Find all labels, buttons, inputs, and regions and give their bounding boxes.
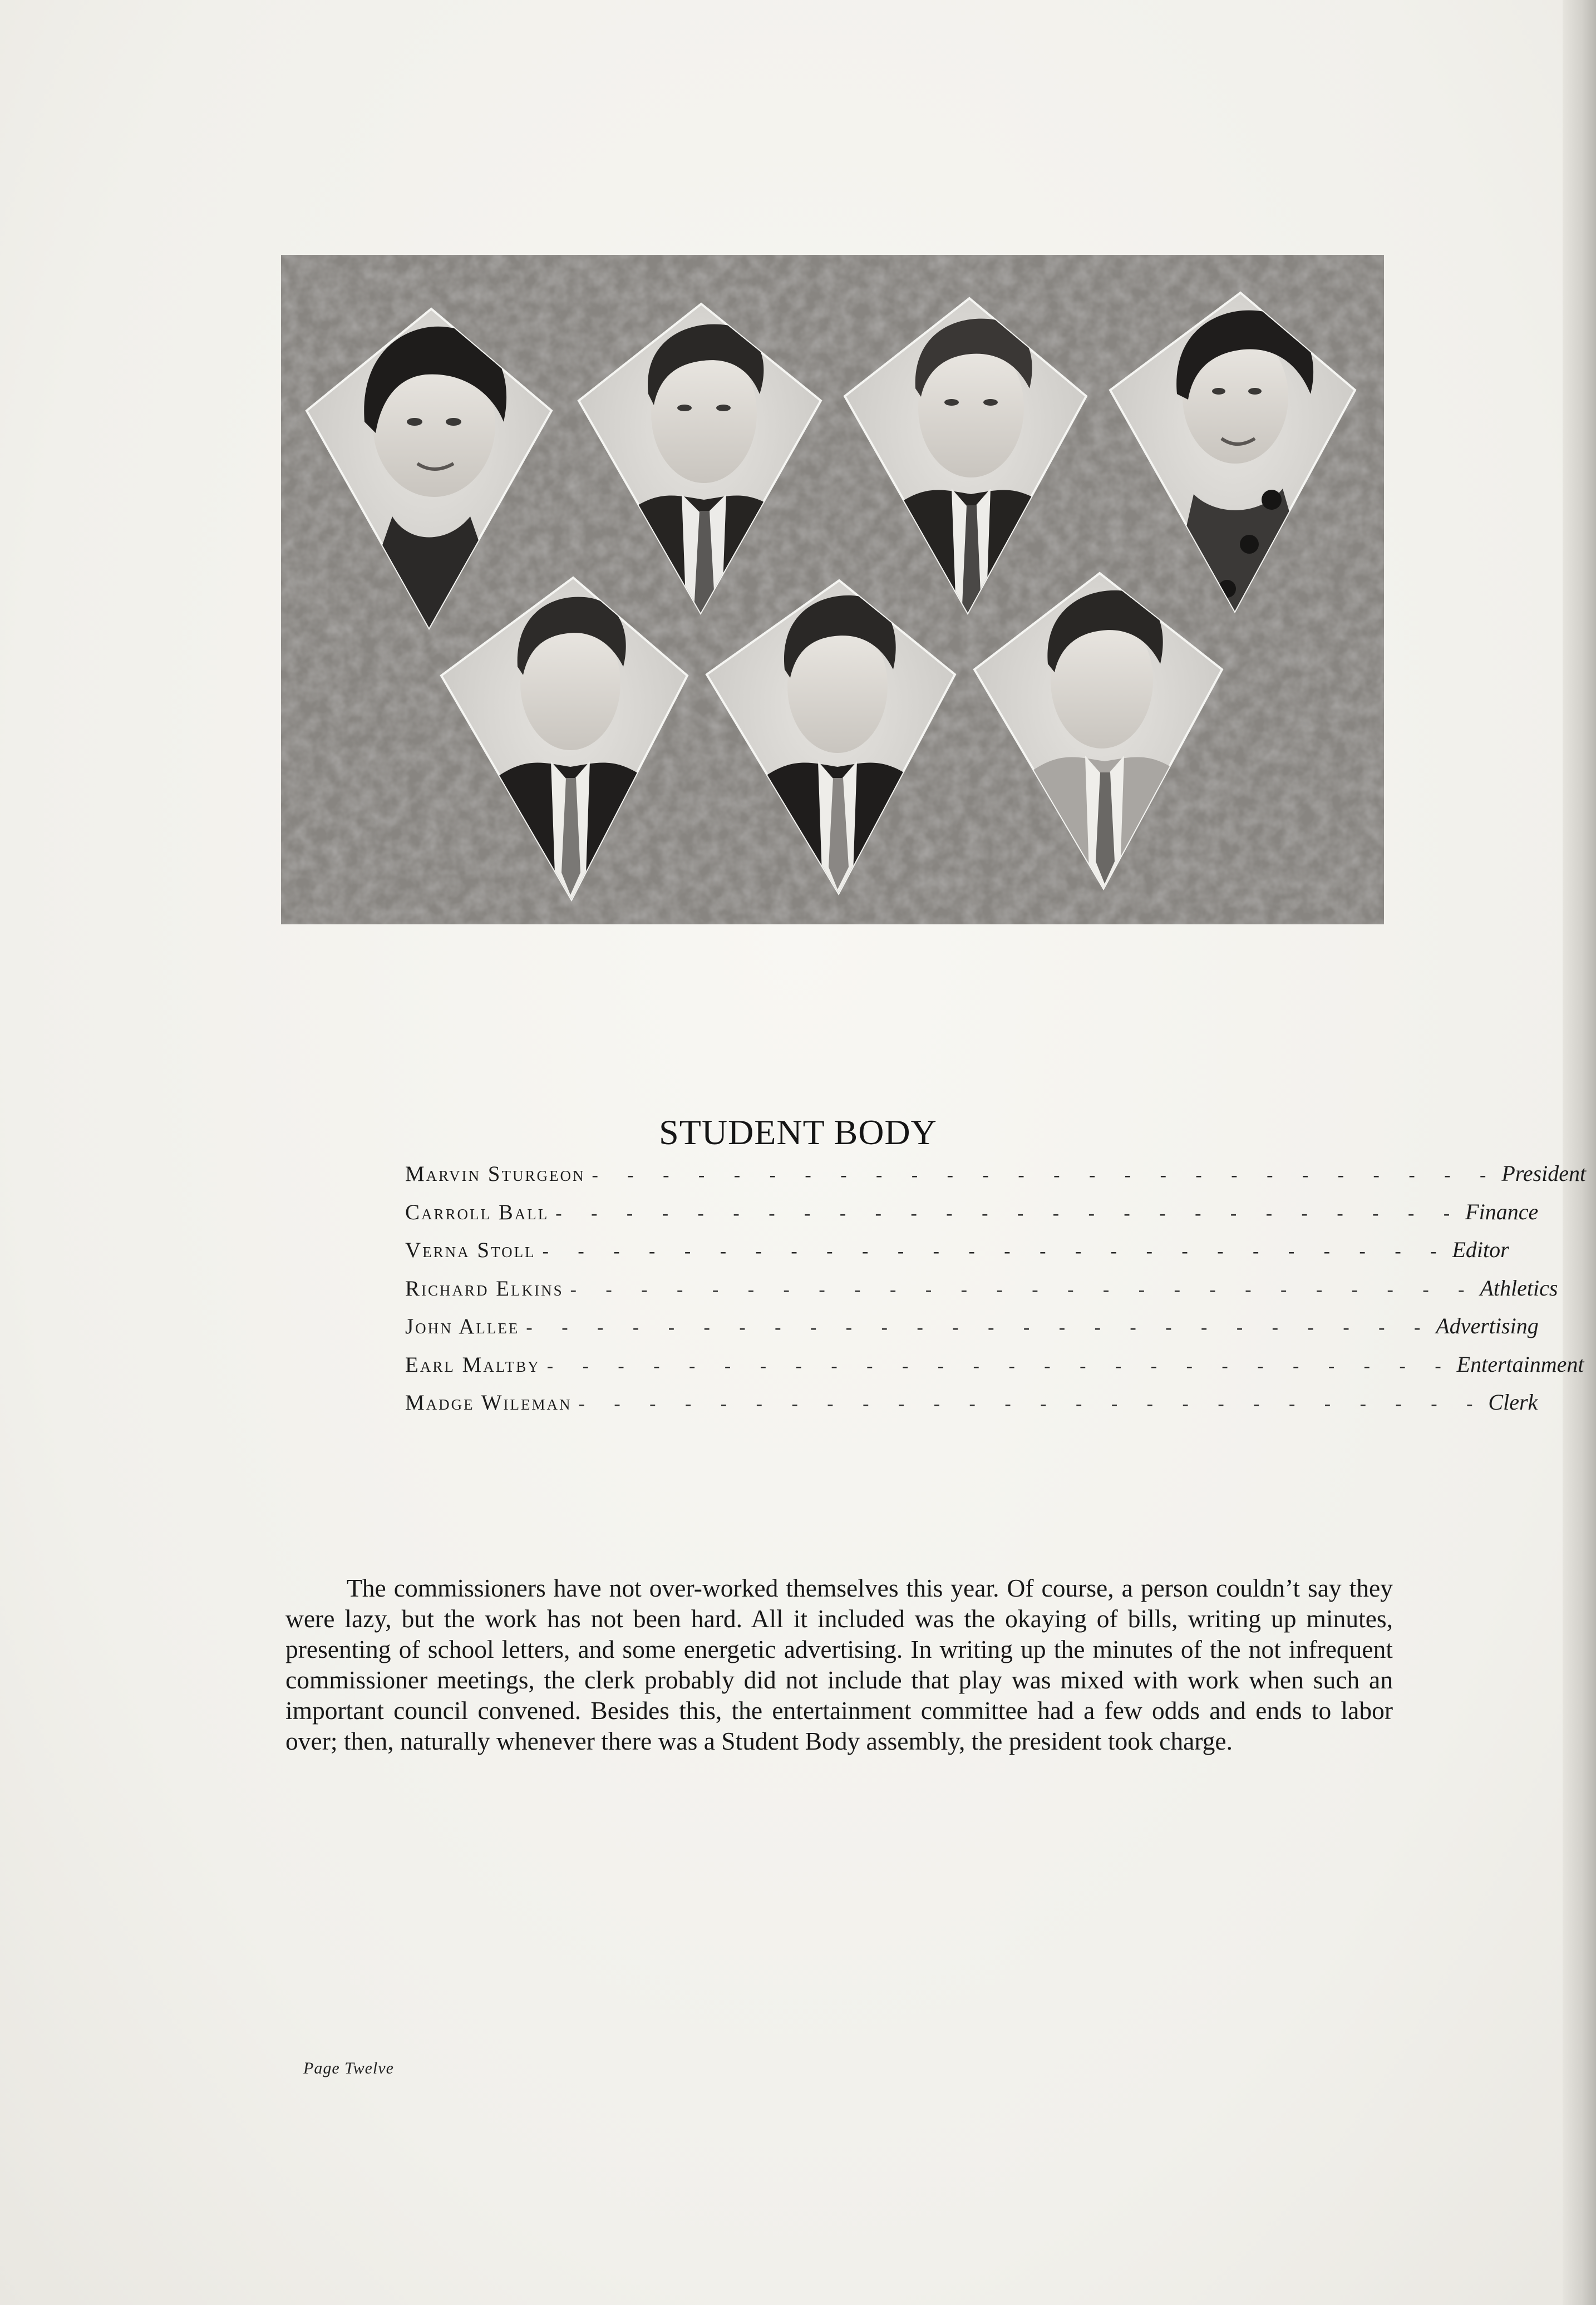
officer-name: Carroll Ball bbox=[405, 1200, 549, 1224]
officer-name: Richard Elkins bbox=[405, 1276, 564, 1301]
officer-office: Editor bbox=[1452, 1237, 1509, 1262]
page-title: STUDENT BODY bbox=[659, 1112, 937, 1152]
body-paragraph: The commissioners have not over-worked themselves this year. Of course, a person couldn’t say they were lazy, but the work has not been hard. All it included was the okaying of bills, writing up minutes, presenting of school letters, and some energetic advertising. In writing up the minutes of the not infrequent commissioner meetings, the clerk probably did not include that play was mixed with work when such an important council convened. Besides this, the entertainment committee had a few odds and ends to labor over; then, naturally whenever there was a Student Body assembly, the president took charge. bbox=[285, 1573, 1393, 1755]
officer-name: John Allee bbox=[405, 1314, 520, 1338]
officer-office: Athletics bbox=[1480, 1275, 1558, 1301]
officer-roster bbox=[405, 1160, 1587, 1427]
officer-office: Finance bbox=[1465, 1199, 1539, 1224]
dot-leader: - - - - - - - - - - - - - - - - - - - - - - - - - - bbox=[578, 1393, 1485, 1414]
officer-office: President bbox=[1501, 1161, 1587, 1186]
officer-row bbox=[405, 1351, 1584, 1390]
officer-row bbox=[405, 1160, 1587, 1199]
officer-portrait-composite bbox=[281, 255, 1384, 924]
officer-office: Entertainment bbox=[1456, 1351, 1584, 1377]
officer-row bbox=[405, 1275, 1558, 1313]
dot-leader: - - - - - - - - - - - - - - - - - - - - - - - - - - bbox=[592, 1165, 1499, 1185]
dot-leader: - - - - - - - - - - - - - - - - - - - - - - - - - - bbox=[526, 1317, 1433, 1338]
officer-row bbox=[405, 1199, 1539, 1237]
dot-leader: - - - - - - - - - - - - - - - - - - - - - - - - - - bbox=[570, 1279, 1477, 1300]
officer-office: Advertising bbox=[1436, 1313, 1539, 1338]
officer-office: Clerk bbox=[1488, 1390, 1538, 1415]
officer-name: Verna Stoll bbox=[405, 1238, 536, 1262]
officer-row bbox=[405, 1237, 1509, 1275]
dot-leader: - - - - - - - - - - - - - - - - - - - - - - - - - - bbox=[546, 1355, 1454, 1376]
officer-row bbox=[405, 1313, 1539, 1351]
officer-name: Earl Maltby bbox=[405, 1352, 540, 1377]
dot-leader: - - - - - - - - - - - - - - - - - - - - - - - - - - bbox=[542, 1241, 1449, 1262]
page-number: Page Twelve bbox=[303, 2059, 394, 2077]
officer-row bbox=[405, 1389, 1538, 1427]
officer-name: Madge Wileman bbox=[405, 1391, 572, 1415]
officer-name: Marvin Sturgeon bbox=[405, 1162, 585, 1186]
dot-leader: - - - - - - - - - - - - - - - - - - - - - - - - - - bbox=[555, 1203, 1462, 1224]
